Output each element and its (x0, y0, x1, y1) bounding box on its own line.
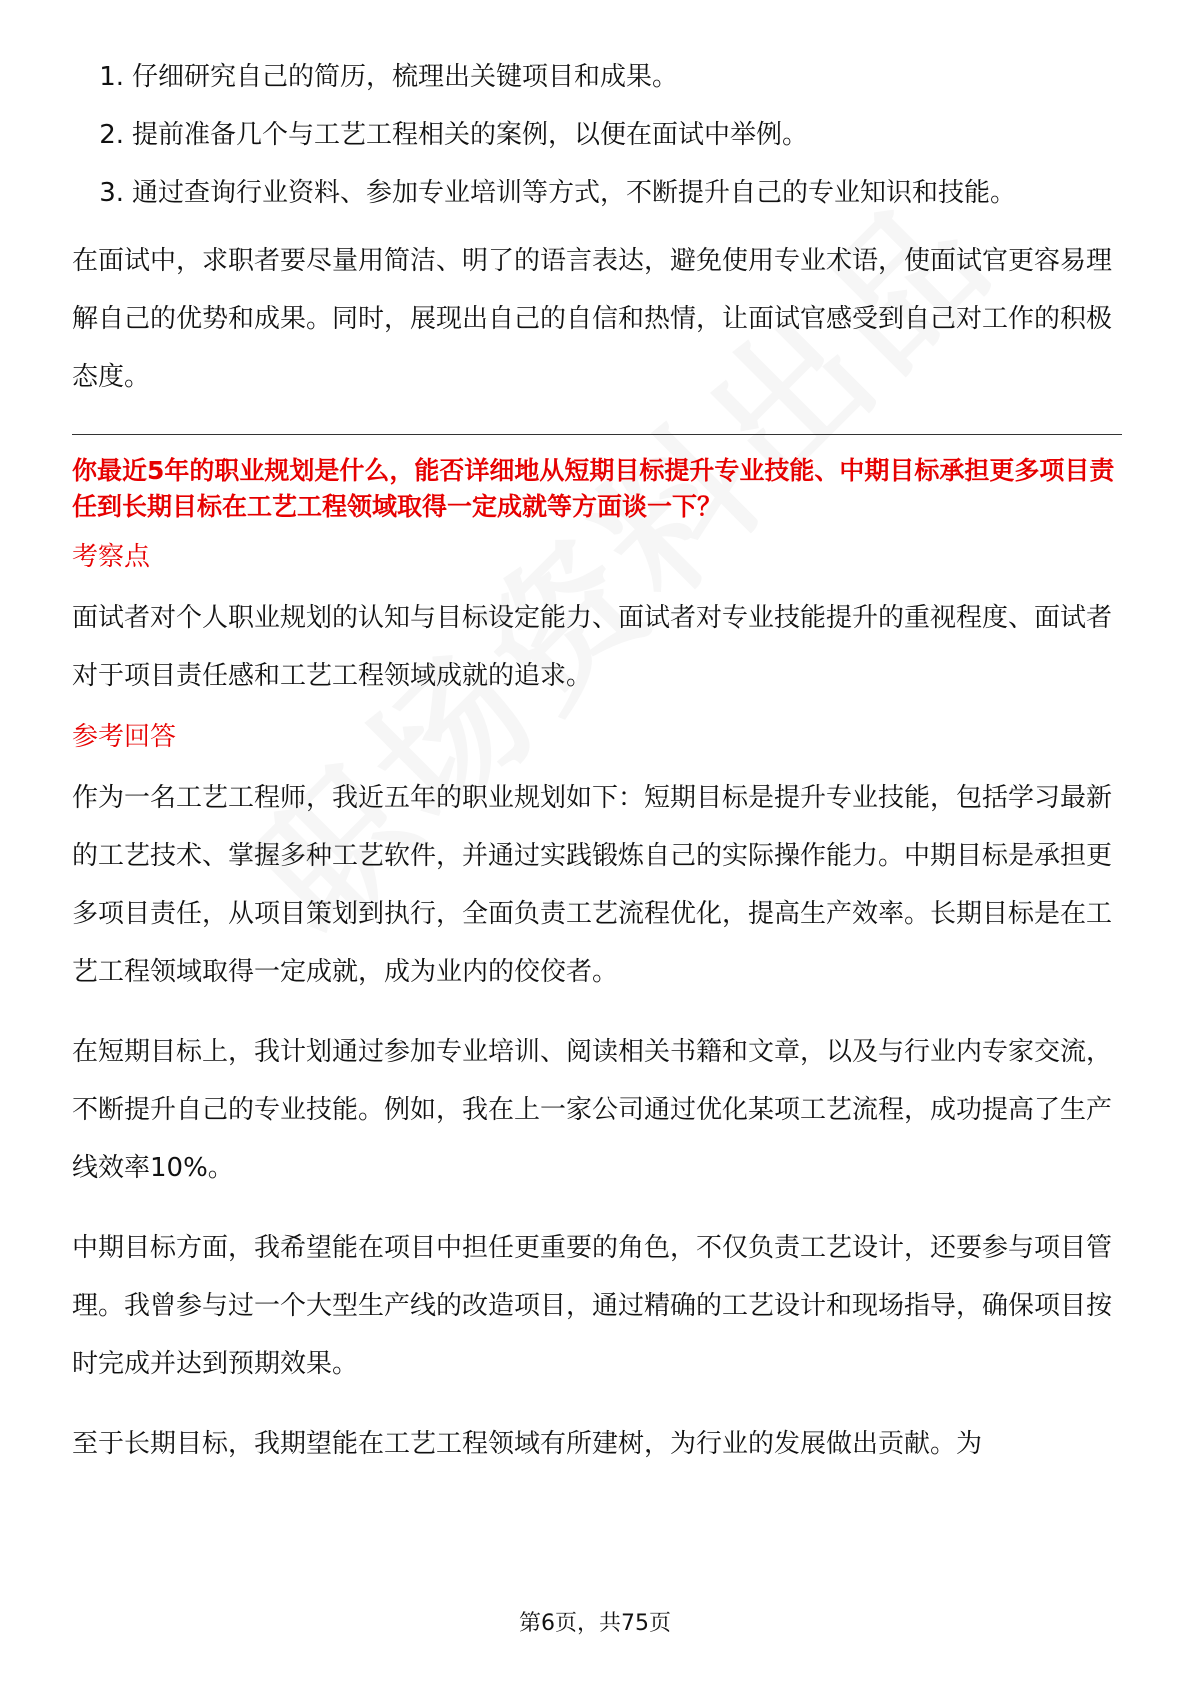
list-item-text: 仔细研究自己的简历，梳理出关键项目和成果。 (132, 62, 679, 92)
list-item (72, 116, 1122, 154)
interview-question: 你最近5年的职业规划是什么，能否详细地从短期目标提升专业技能、中期目标承担更多项目责任到长期目标在工艺工程领域取得一定成就等方面谈一下？ (72, 456, 1115, 521)
section-divider (72, 434, 1122, 435)
answer-paragraph: 中期目标方面，我希望能在项目中担任更重要的角色，不仅负责工艺设计，还要参与项目管理。我曾参与过一个大型生产线的改造项目，通过精确的工艺设计和现场指导，确保项目按时完成并达到预期效果。 (72, 1233, 1113, 1379)
list-item-number: 1. (99, 62, 124, 92)
page-content (72, 58, 1122, 1473)
answer-paragraph: 至于长期目标，我期望能在工艺工程领域有所建树，为行业的发展做出贡献。为 (72, 1429, 983, 1459)
list-item (72, 174, 1122, 212)
list-item-number: 3. (99, 178, 124, 208)
list-item-number: 2. (99, 120, 124, 150)
preparation-list (72, 58, 1122, 212)
answer-heading: 参考回答 (72, 722, 177, 752)
page-number: 第6页，共75页 (519, 1611, 671, 1636)
answer-paragraph: 在短期目标上，我计划通过参加专业培训、阅读相关书籍和文章，以及与行业内专家交流，不断提升自己的专业技能。例如，我在上一家公司通过优化某项工艺流程，成功提高了生产线效率10%。 (72, 1037, 1113, 1183)
focus-paragraph: 面试者对个人职业规划的认知与目标设定能力、面试者对专业技能提升的重视程度、面试者对于项目责任感和工艺工程领域成就的追求。 (72, 603, 1113, 691)
intro-paragraph: 在面试中，求职者要尽量用简洁、明了的语言表达，避免使用专业术语，使面试官更容易理解自己的优势和成果。同时，展现出自己的自信和热情，让面试官感受到自己对工作的积极态度。 (72, 246, 1113, 392)
focus-heading: 考察点 (72, 542, 151, 572)
list-item (72, 58, 1122, 96)
answer-paragraph: 作为一名工艺工程师，我近五年的职业规划如下：短期目标是提升专业技能，包括学习最新的工艺技术、掌握多种工艺软件，并通过实践锻炼自己的实际操作能力。中期目标是承担更多项目责任，从项目策划到执行，全面负责工艺流程优化，提高生产效率。长期目标是在工艺工程领域取得一定成就，成为业内的佼佼者。 (72, 783, 1113, 987)
list-item-text: 提前准备几个与工艺工程相关的案例，以便在面试中举例。 (132, 120, 809, 150)
list-item-text: 通过查询行业资料、参加专业培训等方式，不断提升自己的专业知识和技能。 (132, 178, 1017, 208)
